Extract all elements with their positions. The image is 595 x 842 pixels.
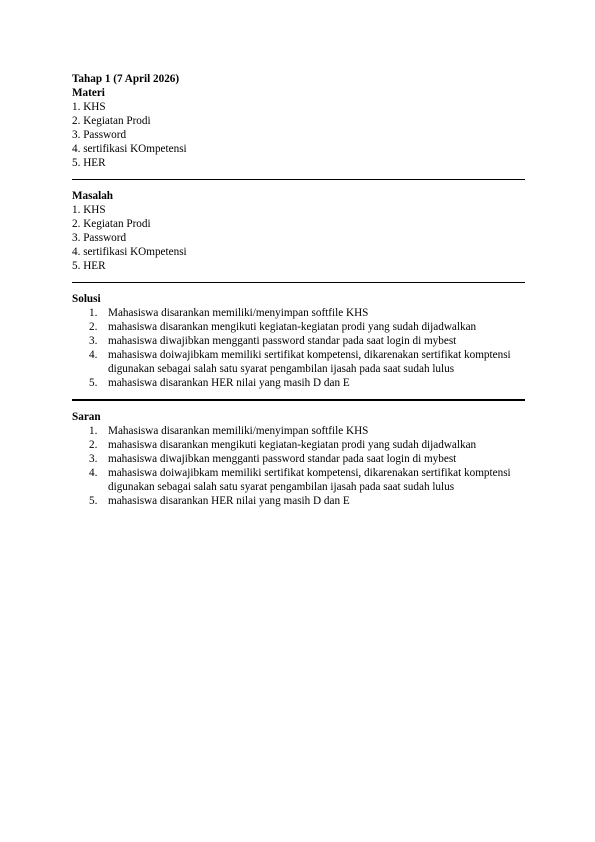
solusi-section (72, 292, 525, 390)
materi-item: 4. sertifikasi KOmpetensi (72, 143, 187, 155)
list-item (72, 320, 525, 334)
list-item (72, 452, 525, 466)
list-item (72, 424, 525, 438)
solusi-list (72, 306, 525, 390)
materi-heading: Materi (72, 87, 105, 99)
list-text: mahasiswa disarankan HER nilai yang masih D dan E (108, 495, 350, 507)
materi-item: 2. Kegiatan Prodi (72, 115, 151, 127)
list-text: mahasiswa diwajibkan mengganti password standar pada saat login di mybest (108, 453, 457, 465)
list-number: 4. (89, 349, 98, 361)
list-text: mahasiswa disarankan HER nilai yang masih D dan E (108, 377, 350, 389)
list-item (72, 466, 525, 494)
list-item (72, 494, 525, 508)
list-number: 2. (89, 439, 98, 451)
list-item (72, 334, 525, 348)
list-text: Mahasiswa disarankan memiliki/menyimpan softfile KHS (108, 307, 369, 319)
list-number: 3. (89, 453, 98, 465)
masalah-item: 4. sertifikasi KOmpetensi (72, 246, 187, 258)
materi-item: 3. Password (72, 129, 127, 141)
list-text: mahasiswa doiwajibkam memiliki sertifikat kompetensi, dikarenakan sertifikat komptensi digunakan sebagai salah satu syarat pengambilan ijasah pada saat sudah lulus (108, 467, 511, 493)
masalah-item: 2. Kegiatan Prodi (72, 218, 151, 230)
list-number: 1. (89, 425, 98, 437)
list-number: 3. (89, 335, 98, 347)
list-text: Mahasiswa disarankan memiliki/menyimpan softfile KHS (108, 425, 369, 437)
divider (72, 179, 525, 180)
materi-section (72, 86, 525, 170)
solusi-heading: Solusi (72, 293, 101, 305)
list-number: 1. (89, 307, 98, 319)
list-number: 5. (89, 495, 98, 507)
list-number: 5. (89, 377, 98, 389)
masalah-item: 5. HER (72, 260, 106, 272)
stage-title: Tahap 1 (7 April 2026) (72, 73, 180, 85)
saran-list (72, 424, 525, 508)
masalah-item: 3. Password (72, 232, 127, 244)
list-number: 4. (89, 467, 98, 479)
masalah-heading: Masalah (72, 190, 114, 202)
list-text: mahasiswa diwajibkan mengganti password standar pada saat login di mybest (108, 335, 457, 347)
materi-item: 1. KHS (72, 101, 106, 113)
saran-section (72, 410, 525, 508)
list-text: mahasiswa disarankan mengikuti kegiatan-kegiatan prodi yang sudah dijadwalkan (108, 321, 477, 333)
materi-item: 5. HER (72, 157, 106, 169)
list-text: mahasiswa doiwajibkam memiliki sertifikat kompetensi, dikarenakan sertifikat komptensi digunakan sebagai salah satu syarat pengambilan ijasah pada saat sudah lulus (108, 349, 511, 375)
list-item (72, 376, 525, 390)
divider (72, 282, 525, 283)
divider (72, 399, 525, 401)
masalah-item: 1. KHS (72, 204, 106, 216)
list-item (72, 438, 525, 452)
list-number: 2. (89, 321, 98, 333)
list-item (72, 306, 525, 320)
saran-heading: Saran (72, 411, 101, 423)
document-page (72, 72, 525, 508)
list-item (72, 348, 525, 376)
masalah-section (72, 189, 525, 273)
list-text: mahasiswa disarankan mengikuti kegiatan-kegiatan prodi yang sudah dijadwalkan (108, 439, 477, 451)
